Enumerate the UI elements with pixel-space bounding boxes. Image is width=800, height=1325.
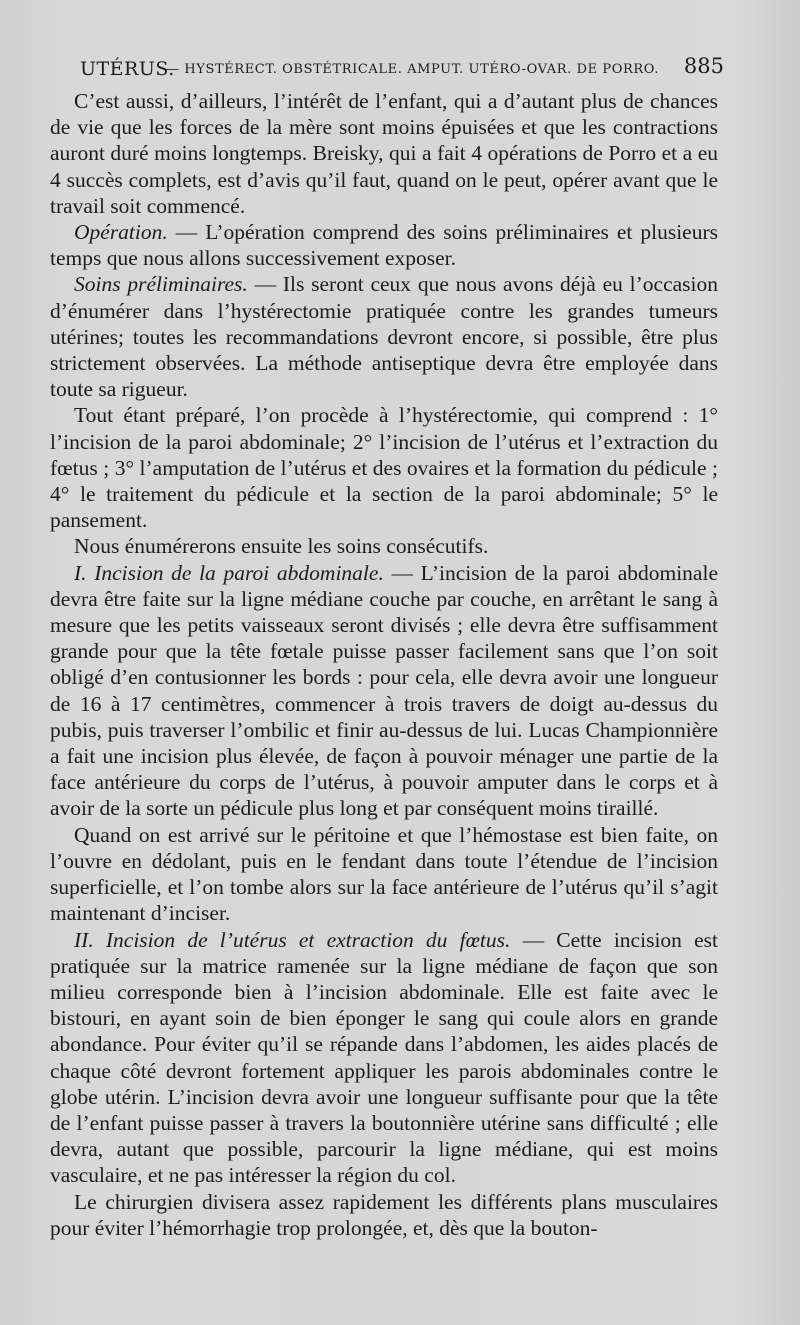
paragraph (50, 88, 718, 219)
chapter-title: UTÉRUS. (80, 58, 175, 80)
paragraph-heading: Soins préliminaires. (74, 272, 248, 297)
paragraph-heading: I. Incision de la paroi abdominale. (74, 560, 384, 585)
paragraph-text: Tout étant préparé, l’on procède à l’hystérectomie, qui comprend : 1° l’incision de la paroi abdominale; 2° l’incision de l’utérus et l’extraction du fœtus ; 3° l’amputation de l’utérus et des ovaires et la formation du pédicule ; 4° le traitement du pédicule et la section de la paroi abdominale; 5° le pansement. (50, 403, 718, 533)
paragraph-text: Nous énumérerons ensuite les soins consécutifs. (74, 534, 489, 559)
paragraph-heading: II. Incision de l’utérus et extraction du fœtus. (74, 927, 511, 952)
paragraph-heading: Opération. (74, 220, 168, 245)
paragraph (50, 271, 718, 402)
paragraph-text: — Ils seront ceux que nous avons déjà eu l’occasion d’énumérer dans l’hystérectomie pratiquée contre les grandes tumeurs utérines; toutes les recommandations devront encore, si possible, être plus strictement observées. La méthode antiseptique devra être employée dans toute sa rigueur. (50, 272, 718, 402)
paragraph (50, 927, 718, 1189)
paragraph-text: — L’opération comprend des soins préliminaires et plusieurs temps que nous allons successivement exposer. (50, 220, 718, 271)
running-title: — HYSTÉRECT. OBSTÉTRICALE. AMPUT. UTÉRO-OVAR. DE PORRO. (166, 62, 660, 77)
paragraph-text: — Cette incision est pratiquée sur la matrice ramenée sur la ligne médiane de façon que son milieu corresponde bien à l’incision abdominale. Elle est faite avec le bistouri, en ayant soin de bien éponger le sang qui coule alors en grande abondance. Pour éviter qu’il se répande dans l’abdomen, les aides placés de chaque côté devront fortement appliquer les parois abdominales contre le globe utérin. L’incision devra avoir une longueur suffisante pour que la tête de l’enfant puisse passer à travers la boutonnière utérine sans difficulté ; elle devra, autant que possible, parcourir la ligne médiane, qui est moins vasculaire, et ne pas intéresser la région du col. (50, 927, 718, 1188)
body-text (50, 88, 718, 1241)
paragraph (50, 560, 718, 822)
paragraph (50, 822, 718, 927)
paragraph-text: Le chirurgien divisera assez rapidement les différents plans musculaires pour éviter l’hémorrhagie trop prolongée, et, dès que la bouton- (50, 1189, 718, 1240)
paragraph (50, 1189, 718, 1241)
paragraph (50, 219, 718, 271)
paragraph-text: Quand on est arrivé sur le péritoine et que l’hémostase est bien faite, on l’ouvre en dédolant, puis en le fendant dans toute l’étendue de l’incision superficielle, et l’on tombe alors sur la face antérieure de l’utérus qu’il s’agit maintenant d’inciser. (50, 822, 718, 926)
running-header (80, 52, 724, 86)
paragraph (50, 402, 718, 533)
page-number: 885 (683, 54, 724, 78)
paragraph-text: C’est aussi, d’ailleurs, l’intérêt de l’enfant, qui a d’autant plus de chances de vie que les forces de la mère sont moins épuisées et que les contractions auront duré moins longtemps. Breisky, qui a fait 4 opérations de Porro et a eu 4 succès complets, est d’avis qu’il faut, quand on le peut, opérer avant que le travail soit commencé. (50, 89, 718, 218)
paragraph-text: — L’incision de la paroi abdominale devra être faite sur la ligne médiane couche par couche, en arrêtant le sang à mesure que les petits vaisseaux seront divisés ; elle devra être suffisamment grande pour que la tête fœtale puisse passer facilement sans que l’on soit obligé d’en contusionner les bords : pour cela, elle devra avoir une longueur de 16 à 17 centimètres, commencer à trois travers de doigt au-dessus du pubis, puis traverser l’ombilic et finir au-dessus de lui. Lucas Championnière a fait une incision plus élevée, de façon à pouvoir ménager une partie de la face antérieure du corps de l’utérus, à pouvoir amputer dans le corps et à avoir de la sorte un pédicule plus long et par conséquent moins tiraillé. (50, 560, 718, 821)
paragraph (50, 533, 718, 559)
